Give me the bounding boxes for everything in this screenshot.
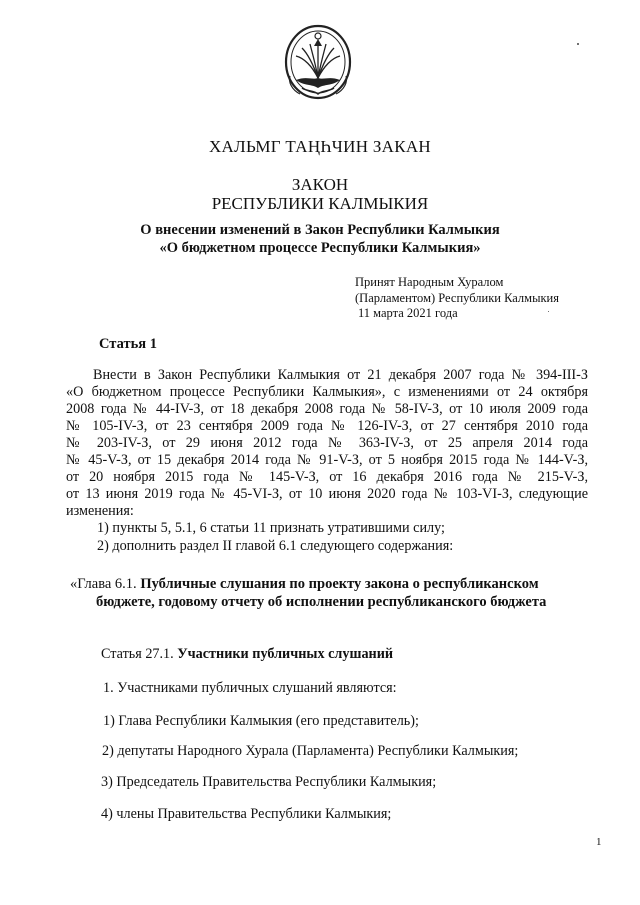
intro-line: Внести в Закон Республики Калмыкия от 21 декабря 2007 года № 394-III-З <box>93 367 588 383</box>
article27-label: Статья 27.1. <box>101 646 178 662</box>
intro-line: 2008 года № 44-IV-З, от 18 декабря 2008 года № 58-IV-З, от 10 июля 2009 года <box>66 401 588 417</box>
intro-line: «О бюджетном процессе Республики Калмыкия», с изменениями от 24 октября <box>66 384 588 400</box>
intro-line: изменения: <box>66 503 134 519</box>
law-subtitle-line1: О внесении изменений в Закон Республики Калмыкия <box>140 222 500 238</box>
chapter-title: Публичные слушания по проекту закона о республиканском <box>140 576 539 592</box>
chapter-heading-line2: бюджете, годовому отчету об исполнении республиканского бюджета <box>96 594 547 610</box>
participant-item-3: 3) Председатель Правительства Республики Калмыкия; <box>101 774 437 790</box>
adopted-line1: Принят Народным Хуралом <box>355 275 504 289</box>
title-republic: РЕСПУБЛИКИ КАЛМЫКИЯ <box>211 194 429 213</box>
article1-intro <box>66 367 588 520</box>
chapter-heading-line1 <box>70 576 590 593</box>
article27-paragraph1: 1. Участниками публичных слушаний являются: <box>103 680 397 696</box>
amendment-item-1: 1) пункты 5, 5.1, 6 статьи 11 признать утратившими силу; <box>97 520 445 536</box>
article27-title: Участники публичных слушаний <box>177 646 394 662</box>
intro-line: № 203-IV-З, от 29 июня 2012 года № 363-IV-З, от 25 апреля 2014 года <box>66 435 588 451</box>
participant-item-4: 4) члены Правительства Республики Калмыкия; <box>101 806 392 822</box>
article27-heading <box>101 646 393 663</box>
amendment-item-2: 2) дополнить раздел II главой 6.1 следующего содержания: <box>97 538 454 554</box>
intro-line: № 105-IV-З, от 23 сентября 2009 года № 126-IV-З, от 27 сентября 2010 года <box>66 418 588 434</box>
title-kalmyk: ХАЛЬМГ ТАҢҺЧИН ЗАКАН <box>208 137 432 156</box>
scan-speck <box>548 311 549 312</box>
participant-item-2: 2) депутаты Народного Хурала (Парламента) Республики Калмыкия; <box>102 743 519 759</box>
intro-line: № 45-V-З, от 15 декабря 2014 года № 91-V-З, от 5 ноября 2015 года № 144-V-З, <box>66 452 588 468</box>
participant-item-1: 1) Глава Республики Калмыкия (его представитель); <box>103 713 419 729</box>
adopted-line2: (Парламентом) Республики Калмыкия <box>355 291 559 305</box>
article1-heading: Статья 1 <box>99 336 157 352</box>
law-subtitle-line2: «О бюджетном процессе Республики Калмыкия» <box>159 240 481 256</box>
intro-line: от 13 июня 2019 года № 45-VI-З, от 10 июня 2020 года № 103-VI-З, следующие <box>66 486 588 502</box>
intro-line: от 20 ноября 2015 года № 145-V-З, от 16 декабря 2016 года № 215-V-З, <box>66 469 588 485</box>
coat-of-arms-emblem <box>282 22 354 106</box>
adopted-date: 11 марта 2021 года <box>358 306 458 320</box>
scan-speck <box>577 43 579 45</box>
page-number: 1 <box>596 836 602 848</box>
chapter-prefix: «Глава 6.1. <box>70 576 141 592</box>
title-law: ЗАКОН <box>291 175 349 194</box>
